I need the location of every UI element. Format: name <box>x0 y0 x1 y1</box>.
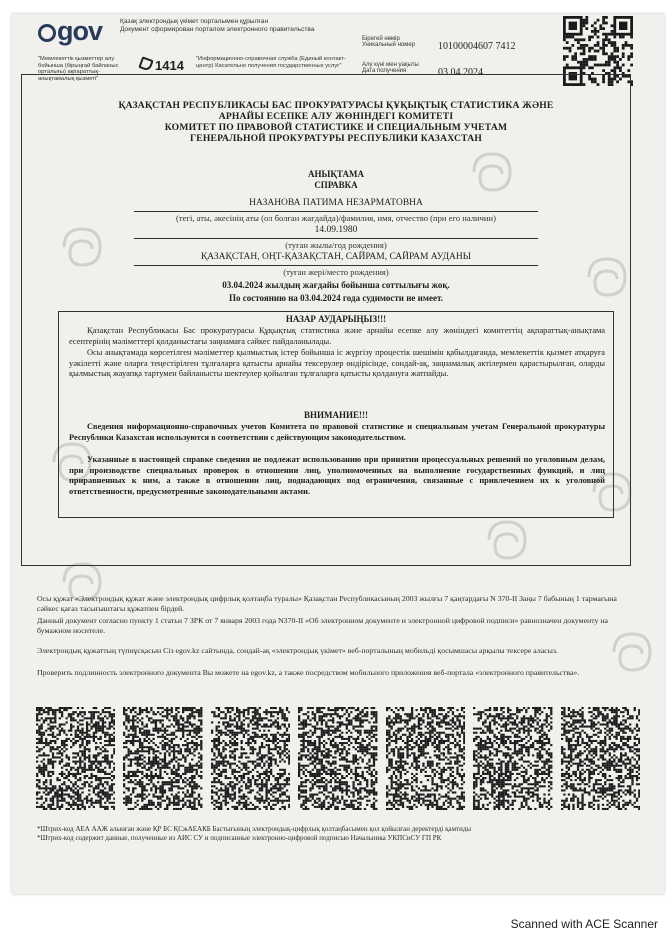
warning-title-kz: НАЗАР АУДАРЫҢЫЗ!!! <box>285 314 387 324</box>
unique-number-value: 10100004607 7412 <box>438 41 516 52</box>
status-ru: По состоянию на 03.04.2024 года судимости не имеет. <box>229 293 443 303</box>
egov-e-icon <box>38 24 56 42</box>
received-date-label: Алу күні мен уақыты Дата получения <box>362 62 419 74</box>
legal-note-kz: Осы құжат «Электрондық құжат және электрондық цифрлық қолтаңба туралы» Қазақстан Республикасының 2003 жылғы 7 қаңтардағы N 370-II Заңы 7 бабының 1 тармағына сәйкес қағаз тасығыштағы құжатпен бірдей. <box>37 594 617 613</box>
org-title-kz-2: АРНАЙЫ ЕСЕПКЕ АЛУ ЖӨНІНДЕГІ КОМИТЕТІ <box>218 111 454 122</box>
barcode-block <box>386 707 465 810</box>
birth-place-caption: (туған жері/место рождения) <box>283 267 389 277</box>
full-name-underline <box>134 211 538 212</box>
received-date-value: 03.04.2024 <box>438 67 483 78</box>
barcode-block <box>36 707 115 810</box>
warning-text-kz-2: Осы анықтамада көрсетілген мәліметтер қылмыстық істер бойынша іс жүргізу процестік шешімін қабылдағанда, мемлекеттік қызмет атқаруға уәкілетті және оларға теңестірілген тұлғаларға қатысты арнайы тексерулер өндірісінде, сондай-ақ, заңнамалық актілермен қарастырылған, оларды қылмыстық жауапқа тартумен байланысты шектеулер қойылған тұлғаларға қатысты қолдануға жатпайды. <box>69 348 605 379</box>
barcode-block <box>211 707 290 810</box>
egov-logo: gov <box>38 16 102 47</box>
warning-text-ru-1: Сведения информационно-справочных учетов Комитета по правовой статистике и специальным учетам Генеральной прокуратуры Республики Казахстан используются в соответствии с действующим законодательством. <box>69 422 605 442</box>
hotline-number: 1414 <box>140 58 184 73</box>
barcode-block <box>473 707 552 810</box>
legal-note-ru: Данный документ согласно пункту 1 статьи 7 ЗРК от 7 января 2003 года N370-II «Об электронном документе и электронной цифровой подписи» равнозначен документу на бумажном носителе. <box>37 616 609 635</box>
birth-place: ҚАЗАҚСТАН, ОҢТ-ҚАЗАҚСТАН, САЙРАМ, САЙРАМ АУДАНЫ <box>200 252 472 262</box>
org-title-kz-1: ҚАЗАҚСТАН РЕСПУБЛИКАСЫ БАС ПРОКУРАТУРАСЫ ҚҰҚЫҚТЫҚ СТАТИСТИКА ЖӘНЕ <box>118 100 554 111</box>
birth-date-underline <box>134 238 538 239</box>
barcode-strip <box>36 707 640 810</box>
verify-note-ru: Проверить подлинность электронного документа Вы можете на egov.kz, а также посредством мобильного приложения веб-портала «электронного правительства». <box>37 668 580 677</box>
full-name-caption: (тегі, аты, әкесінің аты (ол болған жағдайда)/фамилия, имя, отчество (при его наличии) <box>176 213 496 223</box>
doc-title-ru: СПРАВКА <box>314 180 358 190</box>
verify-note-kz: Электрондық құжаттың түпнұсқасын Сіз egov.kz сайтында, сондай-ақ «электрондық үкімет» веб-порталының мобильді қосымшасы арқылы тексере аласыз. <box>37 646 558 655</box>
full-name: НАЗАНОВА ПАТИМА НЕЗАРМАТОВНА <box>249 198 423 208</box>
warning-title-ru: ВНИМАНИЕ!!! <box>304 410 368 420</box>
status-kz: 03.04.2024 жылдың жағдайы бойынша соттылығы жоқ. <box>222 280 450 290</box>
birth-place-underline <box>134 265 538 266</box>
warning-text-ru-2: Указанные в настоящей справке сведения не подлежат использованию при принятии процессуальных решений по уголовным делам, при производстве специальных проверок в отношении лиц, уполномоченных на выполнение государственных функций, и лиц приравненных к ним, а также в отношении лиц, поднадающих под ограничения, связанные с привлечением их к уголовной ответственности, предусмотренные законодательными актами. <box>69 455 605 496</box>
birth-date-caption: (туған жылы/год рождения) <box>285 240 387 250</box>
barcode-block <box>123 707 202 810</box>
barcode-block <box>561 707 640 810</box>
barcode-block <box>298 707 377 810</box>
birth-date: 14.09.1980 <box>314 225 358 235</box>
org-title-ru-2: ГЕНЕРАЛЬНОЙ ПРОКУРАТУРЫ РЕСПУБЛИКИ КАЗАХСТАН <box>189 133 483 144</box>
barcode-note-kz: *Штрих-код АЕА ААЖ алынған және ҚР БС ҚСжАЕАКБ Бастығының электрондық-цифрлық қолтаңбасымен қол қойылған деректерді қамтиды <box>37 825 472 833</box>
doc-title-kz: АНЫҚТАМА <box>308 169 364 179</box>
contact-center-slogan: "Мемлекеттік қызметтер алу бойынша (бірыңғай байланыс орталығы) ақпараттық-анықтамалық қызметі" <box>38 56 119 82</box>
warning-box <box>58 311 614 518</box>
org-title-ru-1: КОМИТЕТ ПО ПРАВОВОЙ СТАТИСТИКЕ И СПЕЦИАЛЬНЫМ УЧЕТАМ <box>164 122 508 133</box>
unique-number-label: Бірегей нөмір Уникальный номер <box>362 36 416 48</box>
portal-caption: Қазақ электрондық үкімет порталымен құрылған Документ сформирован порталом электронного правительства <box>120 18 315 33</box>
scanner-watermark: Scanned with ACE Scanner <box>510 917 658 931</box>
info-service-caption: "Информационно-справочная служба (Единый контакт-центр) Касательно получения государственных услуг" <box>196 56 346 69</box>
phone-icon <box>138 56 153 71</box>
warning-text-kz-1: Қазақстан Республикасы Бас прокуратурасы Құқықтық статистика және арнайы есепке алу жөніндегі комитеттің ақпараттық-анықтама есептерінің мәліметтері қолданыстағы заңнамаға сәйкес пайдаланылады. <box>69 326 605 346</box>
barcode-note-ru: *Штрих-код содержит данные, полученные из АИС СУ и подписанные электронно-цифровой подписью Начальника УКПСиСУ ГП РК <box>37 834 442 842</box>
